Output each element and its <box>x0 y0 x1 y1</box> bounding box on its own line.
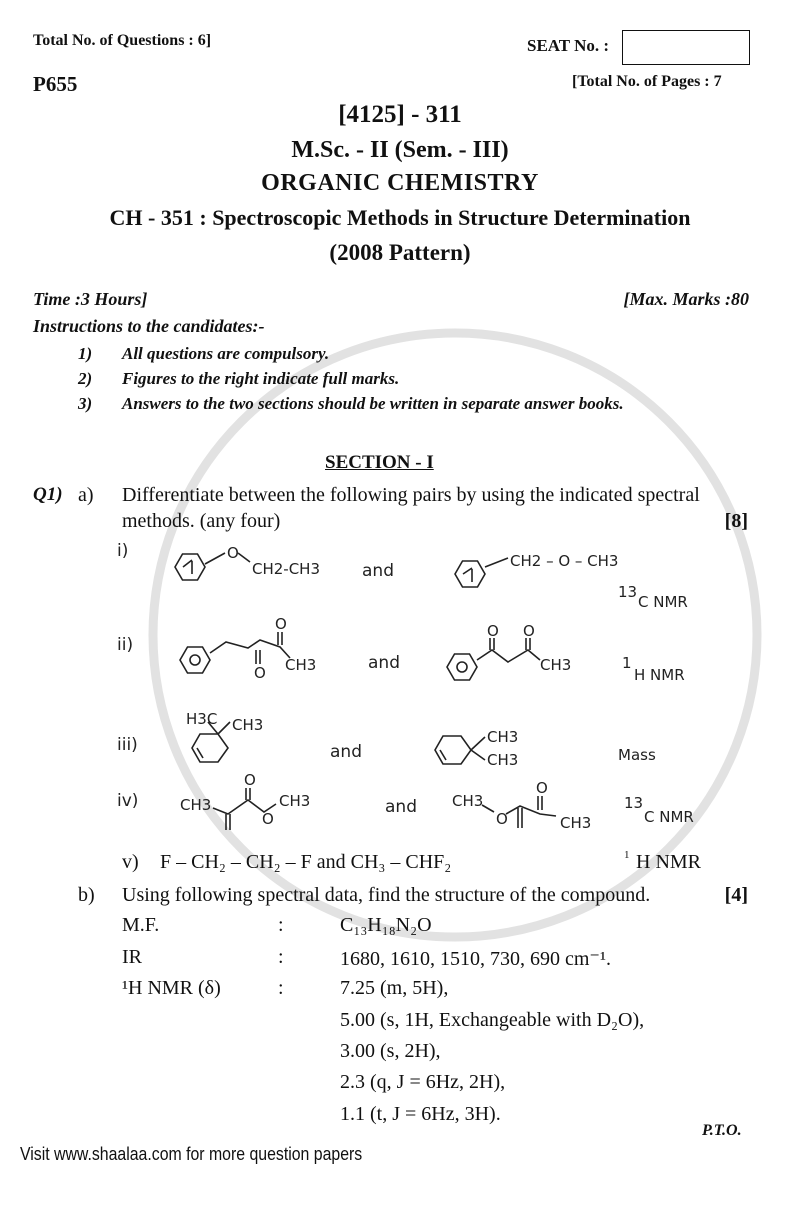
and-label: and <box>362 561 394 581</box>
method-label: H NMR <box>634 666 685 684</box>
and-label: and <box>368 653 400 673</box>
instruction-num: 2) <box>78 369 93 388</box>
instruction-text: All questions are compulsory. <box>122 344 330 363</box>
data-value: C₁₃H₁₈N₂O <box>340 914 432 936</box>
instruction-text: Figures to the right indicate full marks. <box>122 369 400 388</box>
seat-label: SEAT No. : <box>527 36 610 55</box>
pattern: (2008 Pattern) <box>329 240 471 265</box>
question-number: Q1) <box>33 484 63 505</box>
data-label: M.F. <box>122 914 160 936</box>
pair-text: F – CH₂ – CH₂ – F and CH₃ – CHF₂ <box>160 851 452 873</box>
part-label: b) <box>78 884 95 906</box>
methyl-label: CH3 <box>487 728 519 746</box>
pair-num: ii) <box>117 635 134 655</box>
max-marks: [Max. Marks :80 <box>623 289 749 309</box>
pair-num: v) <box>122 851 139 873</box>
method-superscript: 13 <box>618 583 638 601</box>
methyl-label: CH3 <box>487 751 519 769</box>
pair-num: i) <box>117 541 129 561</box>
methyl-label: CH3 <box>452 792 484 810</box>
total-pages: [Total No. of Pages : 7 <box>572 73 722 90</box>
oxygen-label: O <box>523 622 535 640</box>
methyl-label: CH3 <box>232 716 264 734</box>
instruction-num: 3) <box>78 394 93 413</box>
oxygen-label: O <box>487 622 499 640</box>
marks: [8] <box>724 510 748 532</box>
question-text: Using following spectral data, find the structure of the compound. <box>122 884 651 906</box>
oxygen-label: O <box>244 771 256 789</box>
methyl-label: CH3 <box>540 656 572 674</box>
method-superscript: 1 <box>622 654 632 672</box>
data-colon: : <box>278 914 284 936</box>
subject: ORGANIC CHEMISTRY <box>261 170 539 196</box>
method-label: H NMR <box>636 851 702 873</box>
substituent-label: CH2 – O – CH3 <box>510 552 619 570</box>
section-heading: SECTION - I <box>325 452 434 473</box>
data-colon: : <box>278 977 284 999</box>
total-questions: Total No. of Questions : 6] <box>33 32 212 49</box>
and-label: and <box>385 797 417 817</box>
method-label: C NMR <box>644 808 694 826</box>
pair-num: iii) <box>117 735 138 755</box>
substituent-label: CH2-CH3 <box>252 560 321 578</box>
paper-title: CH - 351 : Spectroscopic Methods in Structure Determination <box>109 205 691 230</box>
paper-code: P655 <box>33 72 78 96</box>
question-text: methods. (any four) <box>122 510 281 532</box>
question-text: Differentiate between the following pairs by using the indicated spectral <box>122 484 700 506</box>
methyl-label: H3C <box>186 710 218 728</box>
course: M.Sc. - II (Sem. - III) <box>291 137 509 163</box>
data-colon: : <box>278 946 284 968</box>
data-value: 1680, 1610, 1510, 730, 690 cm⁻¹. <box>340 948 611 970</box>
data-value: 1.1 (t, J = 6Hz, 3H). <box>340 1103 501 1125</box>
exam-code: [4125] - 311 <box>338 101 462 128</box>
instruction-num: 1) <box>78 344 93 363</box>
marks: [4] <box>724 884 748 906</box>
footer-link[interactable]: Visit www.shaalaa.com for more question papers <box>20 1144 363 1164</box>
data-value: 2.3 (q, J = 6Hz, 2H), <box>340 1071 506 1093</box>
time-allowed: Time :3 Hours] <box>33 289 148 309</box>
oxygen-label: O <box>254 664 266 682</box>
oxygen-label: O <box>536 779 548 797</box>
instruction-text: Answers to the two sections should be written in separate answer books. <box>122 394 624 413</box>
methyl-label: CH3 <box>279 792 311 810</box>
method-superscript: 1 <box>624 849 630 861</box>
and-label: and <box>330 742 362 762</box>
data-value: 5.00 (s, 1H, Exchangeable with D₂O), <box>340 1009 645 1031</box>
pto-label: P.T.O. <box>702 1122 742 1139</box>
oxygen-label: O <box>262 810 274 828</box>
data-label: ¹H NMR (δ) <box>122 977 221 999</box>
methyl-label: CH3 <box>560 814 592 832</box>
pair-num: iv) <box>117 791 139 811</box>
data-value: 3.00 (s, 2H), <box>340 1040 441 1062</box>
instructions-heading: Instructions to the candidates:- <box>33 316 265 336</box>
methyl-label: CH3 <box>285 656 317 674</box>
methyl-label: CH3 <box>180 796 212 814</box>
oxygen-label: O <box>275 615 287 633</box>
data-value: 7.25 (m, 5H), <box>340 977 449 999</box>
oxygen-label: O <box>227 544 239 562</box>
data-label: IR <box>122 946 142 968</box>
method-superscript: 13 <box>624 794 644 812</box>
oxygen-label: O <box>496 810 508 828</box>
method-label: C NMR <box>638 593 688 611</box>
part-label: a) <box>78 484 94 506</box>
method-label: Mass <box>618 746 656 764</box>
